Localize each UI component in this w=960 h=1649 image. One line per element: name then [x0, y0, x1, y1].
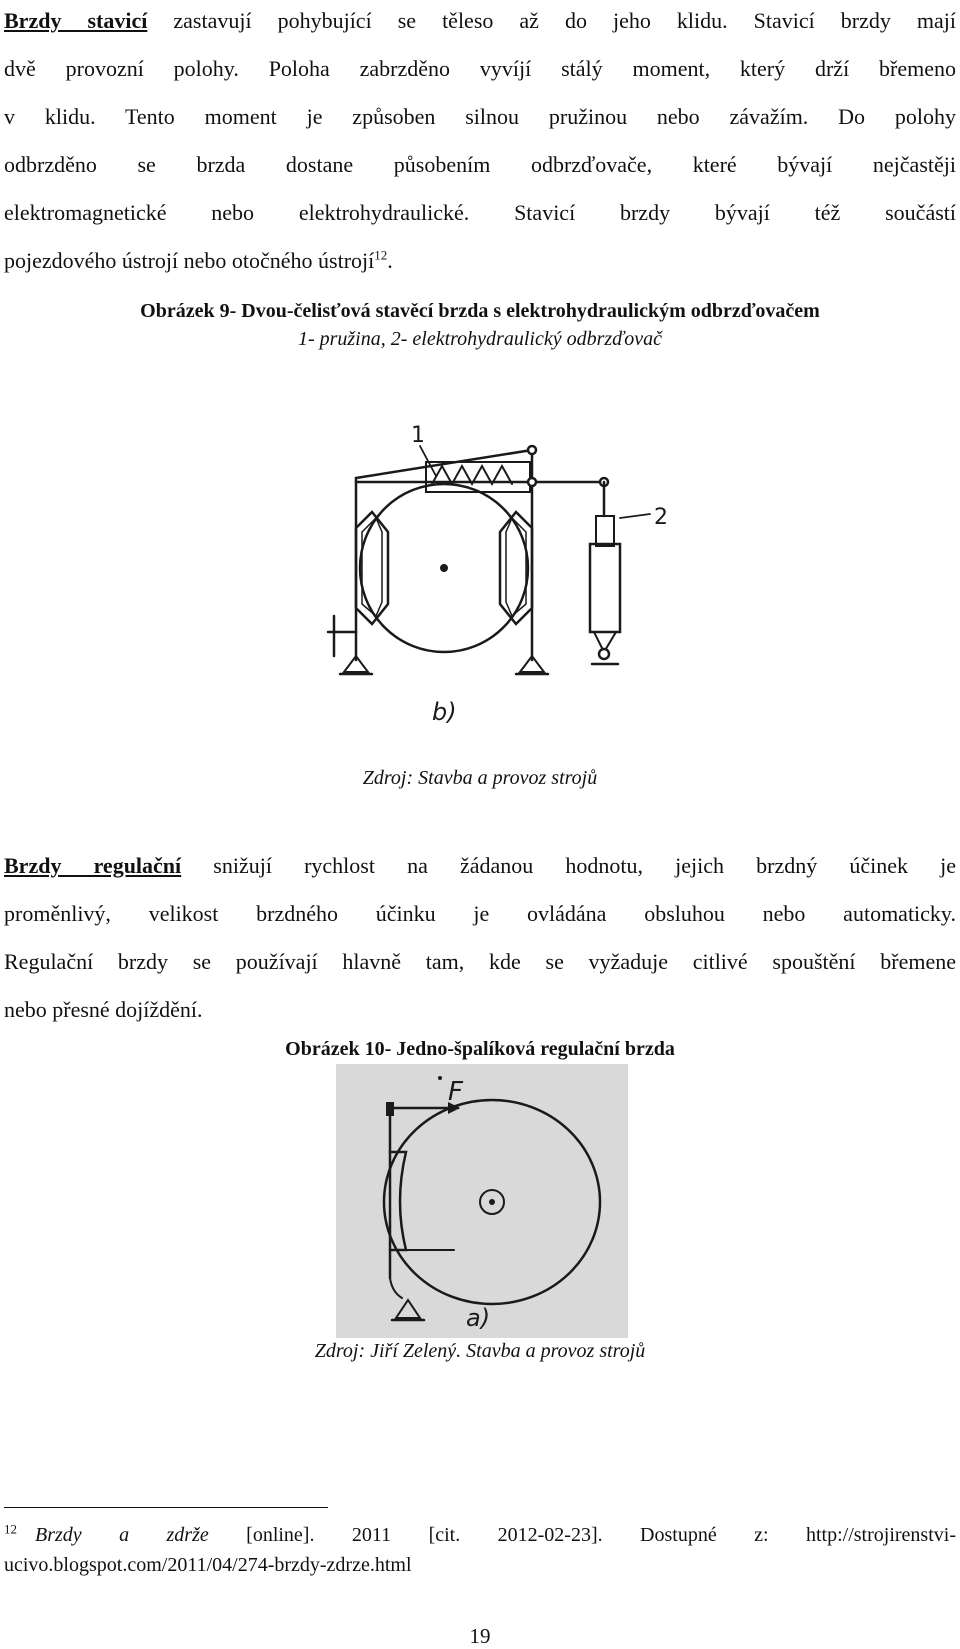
figure9-drum-brake-diagram: [0, 420, 960, 730]
text-line: elektromagnetické nebo elektrohydraulické. Stavicí brzdy bývají též součástí: [4, 200, 956, 225]
footnote-line: $^{12}$ Brzdy a zdrže [online]. 2011 [cit. 2012-02-23]. Dostupné z: http://strojirenstvi-: [4, 1521, 956, 1546]
term-brzdy-stavici: Brzdy stavicí: [4, 8, 148, 33]
footnote-separator: [4, 1507, 328, 1508]
text-line: dvě provozní polohy. Poloha zabrzděno vyvíjí stálý moment, který drží břemeno: [4, 56, 956, 81]
label-electrohydraulic-release: 2: [654, 505, 668, 530]
text-line: nebo přesné dojíždění.: [4, 997, 203, 1022]
text-line: pojezdového ústrojí nebo otočného ústrojí$^{12}$.: [4, 247, 393, 273]
figure9-title: Obrázek 9- Dvou-čelisťová stavěcí brzda s elektrohydraulickým odbrzďovačem: [140, 300, 820, 322]
figure10-title: Obrázek 10- Jedno-špalíková regulační brzda: [285, 1038, 675, 1060]
paragraph-brzdy-regulacni: [4, 842, 956, 1034]
term-brzdy-regulacni: Brzdy regulační: [4, 853, 182, 878]
text-line: proměnlivý, velikost brzdného účinku je ovládána obsluhou nebo automaticky.: [4, 901, 956, 926]
label-a: a): [466, 1304, 491, 1332]
footnote-ref: 12: [374, 247, 388, 263]
footnote-line: ucivo.blogspot.com/2011/04/274-brzdy-zdrze.html: [4, 1554, 412, 1576]
text-line: v klidu. Tento moment je způsoben silnou pružinou nebo závažím. Do polohy: [4, 104, 956, 129]
text-line: odbrzděno se brzda dostane působením odbrzďovače, které bývají nejčastěji: [4, 152, 956, 177]
footnote: [4, 1520, 956, 1580]
footnote-number: 12: [4, 1521, 17, 1537]
footnote-source-title: Brzdy a zdrže: [35, 1524, 209, 1546]
figure10-source: Zdroj: Jiří Zelený. Stavba a provoz strojů: [314, 1340, 646, 1362]
figure10-block-brake-diagram: [336, 1064, 628, 1338]
page-number: 19: [469, 1624, 491, 1648]
paragraph-brzdy-stavici: [4, 0, 956, 285]
label-b: b): [432, 698, 457, 726]
text-line: Brzdy stavicí zastavují pohybující se těleso až do jeho klidu. Stavicí brzdy mají: [4, 8, 956, 33]
label-spring: 1: [411, 423, 425, 448]
text-line: Brzdy regulační snižují rychlost na žádanou hodnotu, jejich brzdný účinek je: [4, 853, 957, 878]
text-line: Regulační brzdy se používají hlavně tam, kde se vyžaduje citlivé spouštění břemene: [4, 949, 956, 974]
figure9-subtitle: 1- pružina, 2- elektrohydraulický odbrzďovač: [297, 328, 663, 350]
label-force: F: [448, 1077, 463, 1107]
figure9-source: Zdroj: Stavba a provoz strojů: [362, 767, 598, 789]
